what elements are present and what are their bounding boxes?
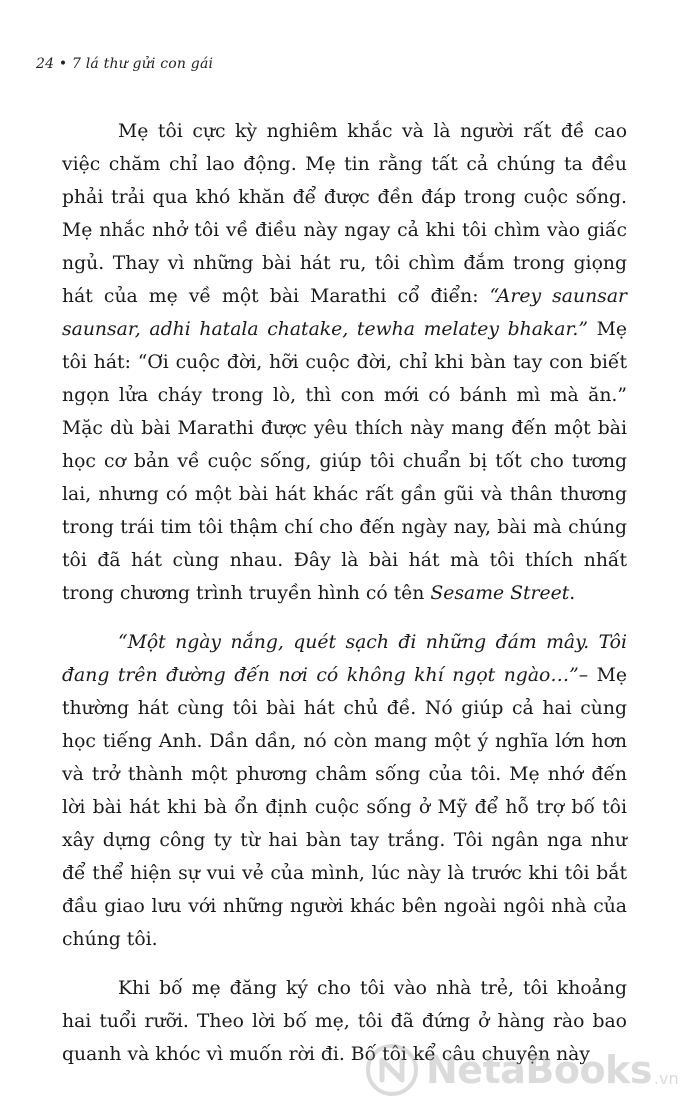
paragraph-1-text-b: Mẹ tôi hát: “Ơi cuộc đời, hỡi cuộc đời, chỉ khi bàn tay con biết ngọn lửa cháy trong lò, thì con mới có bánh mì mà ăn.” Mặc dù bài Marathi được yêu thích này mang đến một bài học cơ bản về cuộc sống, giúp tôi chuẩn bị tốt cho tương lai, nhưng có một bài hát khác rất gần gũi và thân thương trong trái tim tôi thậm chí cho đến ngày nay, bài mà chúng tôi đã hát cùng nhau. Đây là bài hát mà tôi thích nhất trong chương trình truyền hình có tên <box>62 319 627 604</box>
paragraph-2-text: – Mẹ thường hát cùng tôi bài hát chủ đề. Nó giúp cả hai cùng học tiếng Anh. Dần dần, nó còn mang một ý nghĩa lớn hơn và trở thành một phương châm sống của tôi. Mẹ nhớ đến lời bài hát khi bà ổn định cuộc sống ở Mỹ để hỗ trợ bố tôi xây dựng công ty từ hai bàn tay trắng. Tôi ngân nga như để thể hiện sự vui vẻ của mình, lúc này là trước khi tôi bắt đầu giao lưu với những người khác bên ngoài ngôi nhà của chúng tôi. <box>62 665 627 950</box>
running-header <box>36 56 213 72</box>
show-title: Sesame Street <box>430 583 570 604</box>
paragraph-1-text-a: Mẹ tôi cực kỳ nghiêm khắc và là người rất đề cao việc chăm chỉ lao động. Mẹ tin rằng tất cả chúng ta đều phải trải qua khó khăn để được đền đáp trong cuộc sống. Mẹ nhắc nhở tôi về điều này ngay cả khi tôi chìm vào giấc ngủ. Thay vì những bài hát ru, tôi chìm đắm trong giọng hát của mẹ về một bài Marathi cổ điển: <box>62 121 627 307</box>
n-logo-icon <box>366 1044 418 1096</box>
song-lyric: “Một ngày nắng, quét sạch đi những đám mây. Tôi đang trên đường đến nơi có không khí ngọt ngào…” <box>62 632 627 686</box>
paragraph-2 <box>62 626 627 956</box>
marathi-lyric: “Arey saunsar saunsar, adhi hatala chatake, tewha melatey bhakar.” <box>62 286 627 340</box>
header-separator: • <box>58 56 68 72</box>
watermark-suffix: .vn <box>653 1069 679 1088</box>
body-text <box>62 115 627 1087</box>
page-number: 24 <box>36 56 55 72</box>
watermark-brand: NetaBooks <box>426 1048 652 1092</box>
netabooks-watermark <box>366 1040 696 1100</box>
paragraph-1 <box>62 115 627 610</box>
paragraph-3-text: Khi bố mẹ đăng ký cho tôi vào nhà trẻ, tôi khoảng hai tuổi rưỡi. Theo lời bố mẹ, tôi đã đứng ở hàng rào bao quanh và khóc vì muốn rời đi. Bố tôi kể câu chuyện này <box>62 978 627 1065</box>
paragraph-1-text-c: . <box>569 583 576 604</box>
book-title: 7 lá thư gửi con gái <box>72 56 214 72</box>
